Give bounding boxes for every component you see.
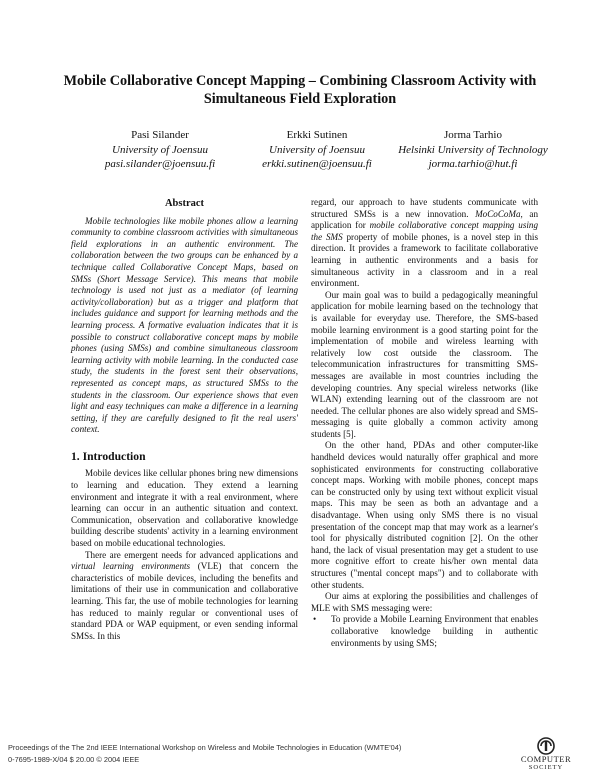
author-email[interactable]: pasi.silander@joensuu.fi: [104, 158, 216, 170]
emphasis-text: MoCoCoMa: [475, 208, 521, 219]
text-span: regard, our approach to have students communicate with structured SMSs is a new innovation.: [311, 197, 538, 219]
author-block-3: [378, 128, 568, 172]
footer-isbn: 0-7695-1989-X/04 $ 20.00 © 2004 IEEE: [8, 755, 140, 764]
author-email[interactable]: jorma.tarhio@hut.fi: [428, 158, 518, 170]
author-affiliation: University of Joensuu: [112, 143, 208, 156]
author-email[interactable]: erkki.sutinen@joensuu.fi: [262, 158, 372, 170]
left-column: [71, 198, 298, 642]
abstract-text: Mobile technologies like mobile phones allow a learning community to combine classroom activities with simultaneous field explorations in an authentic environment. The collaboration between the two groups can be enhanced by a technique called Collaborative Concept Maps, based on SMSs (Short Message Service). This means that mobile technology is used not just as a mediator (of learning activity/collaboration) but as a trigger and platform that includes guidance and support for learning methods and the learning process. A formative evaluation indicates that it is possible to construct collaborative concept maps by mobile phones (using SMSs) and combine simultaneous classroom learning activity with mobile learning. In the conducted case study, the students in the forest sent their observations, represented as concept maps, as structured SMSs to the students in the classroom. Our experience shows that even light and easy techniques can make a difference in a learning setting, if they are carefully designed to fit the real users' context.: [71, 215, 298, 435]
author-affiliation: University of Joensuu: [269, 143, 365, 156]
author-name: Pasi Silander: [131, 129, 189, 141]
bullet-item: [311, 614, 538, 649]
author-name: Erkki Sutinen: [286, 129, 348, 141]
title-line-1: Mobile Collaborative Concept Mapping – Combining Classroom Activity with: [63, 73, 537, 89]
right-column: [311, 197, 538, 649]
computer-society-logo: [510, 737, 582, 771]
right-paragraph-2: Our main goal was to build a pedagogically meaningful application for mobile learning based on the technology that is available for everyday use. Therefore, the SMS-based mobile learning environment is a good starting point for the implementation of mobile and wireless learning with relatively low cost outside the classroom. The telecommunication infrastructures for transmitting SMS-messages are available in most countries including the developing countries. Any special wireless networks (like WLAN) extending learning out of the classroom are not needed. The cellular phones are also widely spread and SMS-messaging is quite globally a common activity among students [5].: [311, 289, 538, 439]
right-paragraph-4: Our aims at exploring the possibilities and challenges of MLE with SMS messaging were:: [311, 591, 538, 613]
intro-paragraph-2: [71, 550, 298, 643]
text-span: , an application for: [311, 208, 538, 231]
text-span: property of mobile phones, is a novel step in this direction. It provides a framework to facilitate collaborative learning in authentic environments and a basis for simultaneous activity in a classroom and in a real environment.: [311, 231, 538, 289]
computer-society-emblem-icon: [535, 737, 557, 755]
text-span: (VLE) that concern the characteristics of mobile devices, including the benefits and limitations of their use in communication and collaborative learning. This far, the use of mobile technologies for learning has reduced to mainly regular or conventional uses of standard PDA or WAP equipment, or even sending informal SMSs. In this: [71, 561, 298, 641]
right-paragraph-3: On the other hand, PDAs and other computer-like handheld devices would naturally offer graphical and more sophisticated environments for constructing collaborative concept maps. Working with mobile phones, concept maps can be constructed only by using text without explicit visual maps. This may be seen as both an advantage and a disadvantage. When using only SMS there is no visual presentation of the concept map that may work as a learner's tool for physically distributed cognition [2]. On the other hand, the lack of visual presentation may get a student to use more cognitive effort to create his/her own mental data structures ("mental concept maps") and to collaborate with other students.: [311, 440, 538, 590]
emphasis-text: mobile collaborative concept mapping using the SMS: [311, 220, 538, 242]
title-line-2: Simultaneous Field Exploration: [203, 91, 397, 107]
right-paragraph-1: [311, 197, 538, 290]
bullet-text: To provide a Mobile Learning Environment that enables collaborative knowledge building in authentic environments by using SMS;: [331, 614, 538, 648]
introduction-heading: 1. Introduction: [71, 449, 146, 463]
logo-text-computer: COMPUTER: [520, 754, 572, 764]
intro-paragraph-1: Mobile devices like cellular phones bring new dimensions to learning and education. They extend a learning environment and integrate it with a real environment, where learning can occur in an authentic situation and context. Communication, observation and collaborative knowledge building describe students' activity in a learning environment based on mobile educational technologies.: [71, 468, 298, 549]
abstract-heading: Abstract: [164, 198, 205, 209]
author-affiliation: Helsinki University of Technology: [398, 143, 548, 156]
footer-proceedings: Proceedings of the The 2nd IEEE International Workshop on Wireless and Mobile Technologies in Education (WMTE'04): [8, 743, 402, 752]
bullet-mark: •: [313, 614, 317, 625]
paper-title: [40, 72, 560, 108]
emphasis-text: virtual learning environments: [71, 561, 191, 572]
text-span: There are emergent needs for advanced applications and: [85, 549, 298, 560]
author-name: Jorma Tarhio: [444, 129, 502, 141]
logo-text-society: SOCIETY: [528, 764, 564, 771]
